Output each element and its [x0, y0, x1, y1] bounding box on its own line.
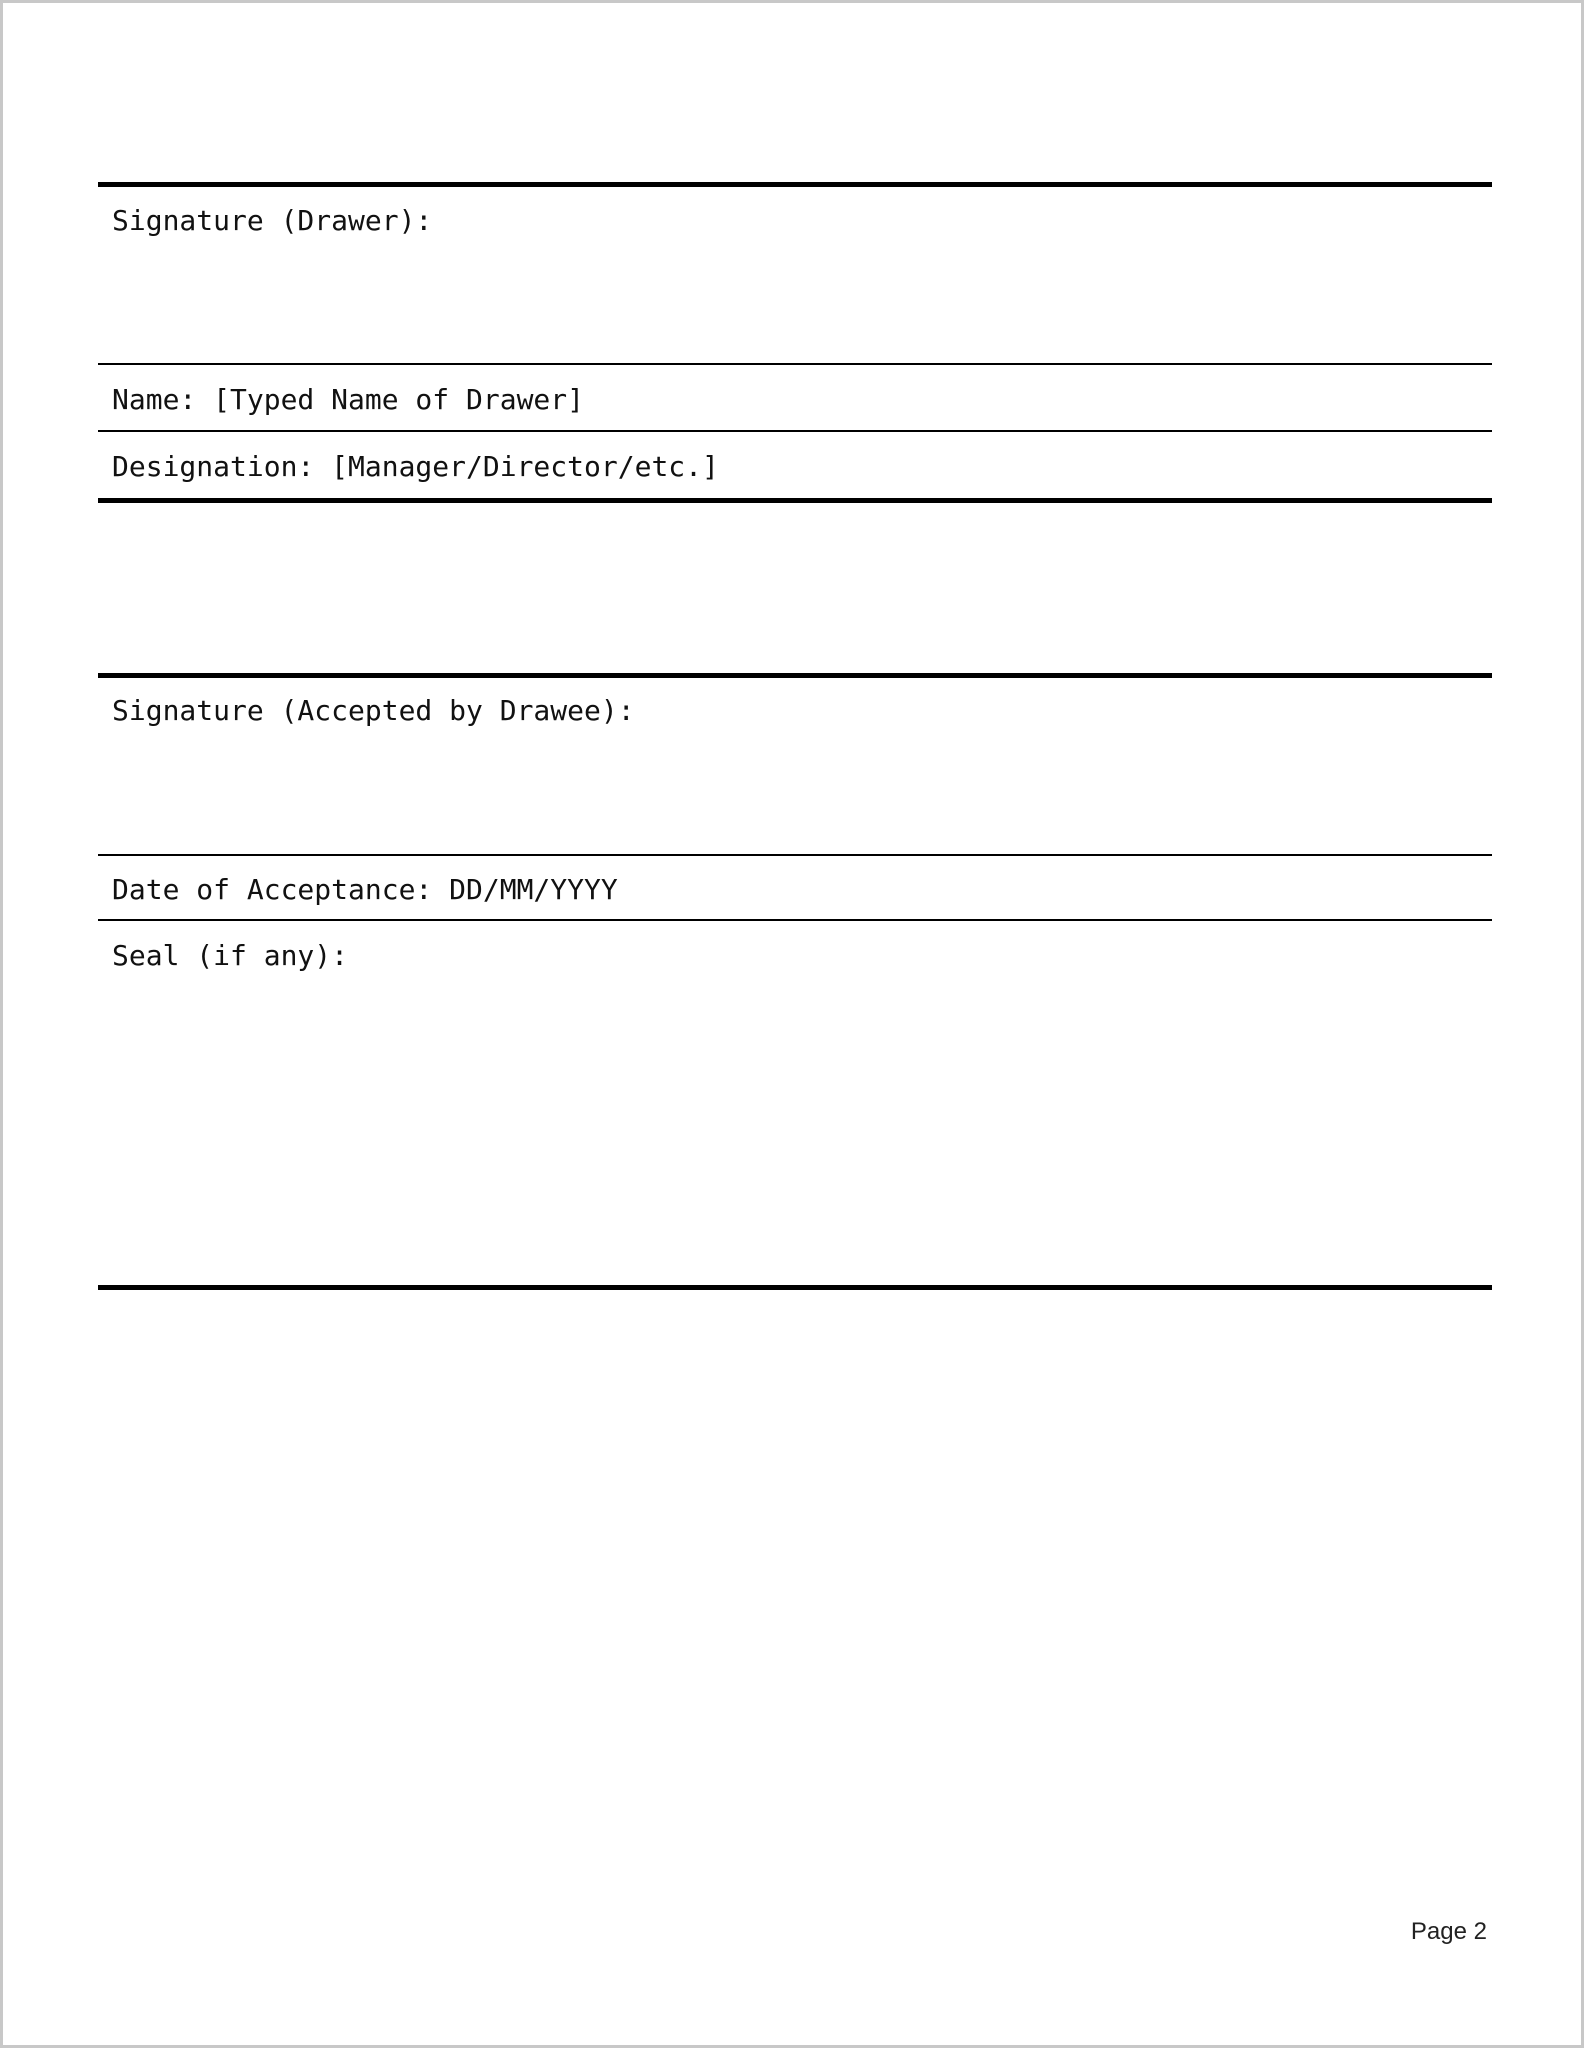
drawer-block-bottom-rule — [98, 498, 1492, 503]
drawee-signature-label: Signature (Accepted by Drawee): — [112, 694, 635, 727]
page-number: Page 2 — [1410, 1918, 1487, 1945]
drawee-signature-line — [98, 854, 1492, 856]
drawee-block-top-rule — [98, 673, 1492, 678]
date-of-acceptance-field: Date of Acceptance: DD/MM/YYYY — [112, 873, 618, 906]
drawer-name-field: Name: [Typed Name of Drawer] — [112, 383, 585, 416]
drawer-designation-field: Designation: [Manager/Director/etc.] — [112, 450, 719, 483]
drawee-block-bottom-rule — [98, 1285, 1492, 1290]
date-divider — [98, 919, 1492, 921]
drawer-name-divider — [98, 430, 1492, 432]
drawer-block-top-rule — [98, 182, 1492, 187]
drawer-signature-line — [98, 363, 1492, 365]
seal-field-label: Seal (if any): — [112, 939, 349, 972]
drawer-signature-label: Signature (Drawer): — [112, 204, 433, 237]
